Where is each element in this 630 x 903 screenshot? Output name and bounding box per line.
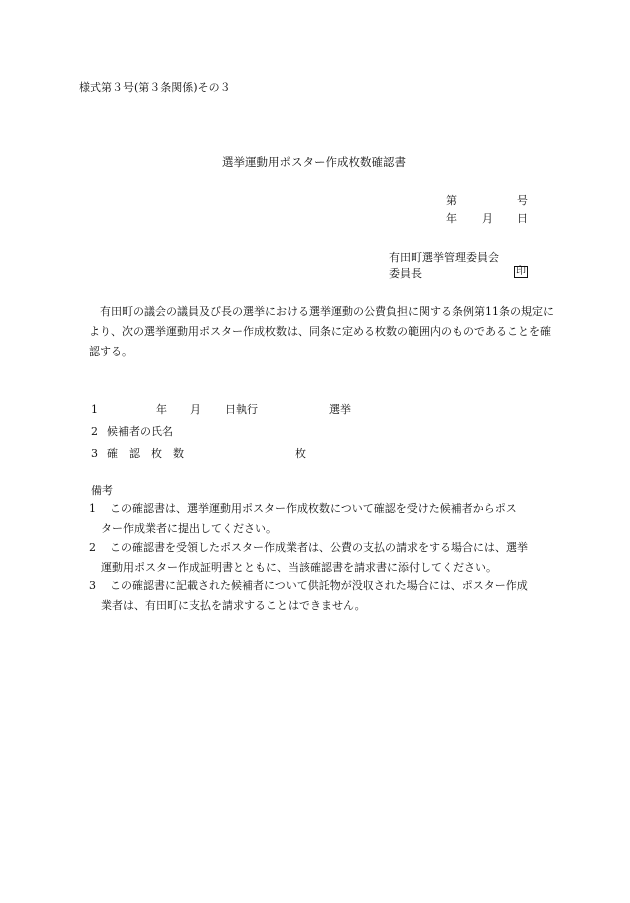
item-1-day-executed: 日執行	[225, 403, 258, 416]
item-2-label: 候補者の氏名	[107, 425, 173, 438]
remark-note	[89, 538, 559, 578]
item-2-number: 2	[91, 425, 98, 438]
number-prefix: 第	[446, 194, 457, 207]
item-3-label: 確 認 枚 数	[107, 447, 184, 460]
remark-text-line1: この確認書に記載された候補者について供託物が没収された場合には、ポスター作成	[110, 579, 528, 592]
remark-note	[89, 576, 559, 616]
body-paragraph: 有田町の議会の議員及び長の選挙における選挙運動の公費負担に関する条例第11条の規定により、次の選挙運動用ポスター作成枚数は、同条に定める枚数の範囲内のものであることを確認する。	[89, 305, 554, 358]
remark-number: 1	[89, 502, 96, 515]
item-1-number: 1	[91, 403, 98, 416]
remark-text-line2: 業者は、有田町に支払を請求することはできません。	[101, 599, 366, 612]
seal-mark: 印	[516, 266, 526, 277]
date-day: 日	[517, 212, 528, 225]
remark-text-line1: この確認書は、選挙運動用ポスター作成枚数について確認を受けた候補者からポス	[110, 502, 517, 515]
remarks-heading: 備考	[91, 484, 113, 497]
form-label: 様式第３号(第３条関係)その３	[79, 81, 231, 94]
item-3-number: 3	[91, 447, 98, 460]
remark-text-line1: この確認書を受領したポスター作成業者は、公費の支払の請求をする場合には、選挙	[110, 541, 528, 554]
item-1-year: 年	[156, 403, 167, 416]
remark-number: 2	[89, 541, 96, 554]
date-year: 年	[446, 212, 457, 225]
remark-text-line2: ター作成業者に提出してください。	[101, 522, 277, 535]
issuer-role: 委員長	[389, 267, 422, 280]
item-1-election: 選挙	[329, 403, 351, 416]
item-1-month: 月	[190, 403, 201, 416]
date-month: 月	[482, 212, 493, 225]
document-title: 選挙運動用ポスター作成枚数確認書	[222, 155, 406, 169]
remark-note	[89, 499, 559, 539]
issuer-organization: 有田町選挙管理委員会	[389, 251, 499, 264]
item-3-unit: 枚	[295, 447, 306, 460]
remark-number: 3	[89, 579, 96, 592]
number-suffix: 号	[517, 194, 528, 207]
remark-text-line2: 運動用ポスター作成証明書とともに、当該確認書を請求書に添付してください。	[101, 561, 497, 574]
